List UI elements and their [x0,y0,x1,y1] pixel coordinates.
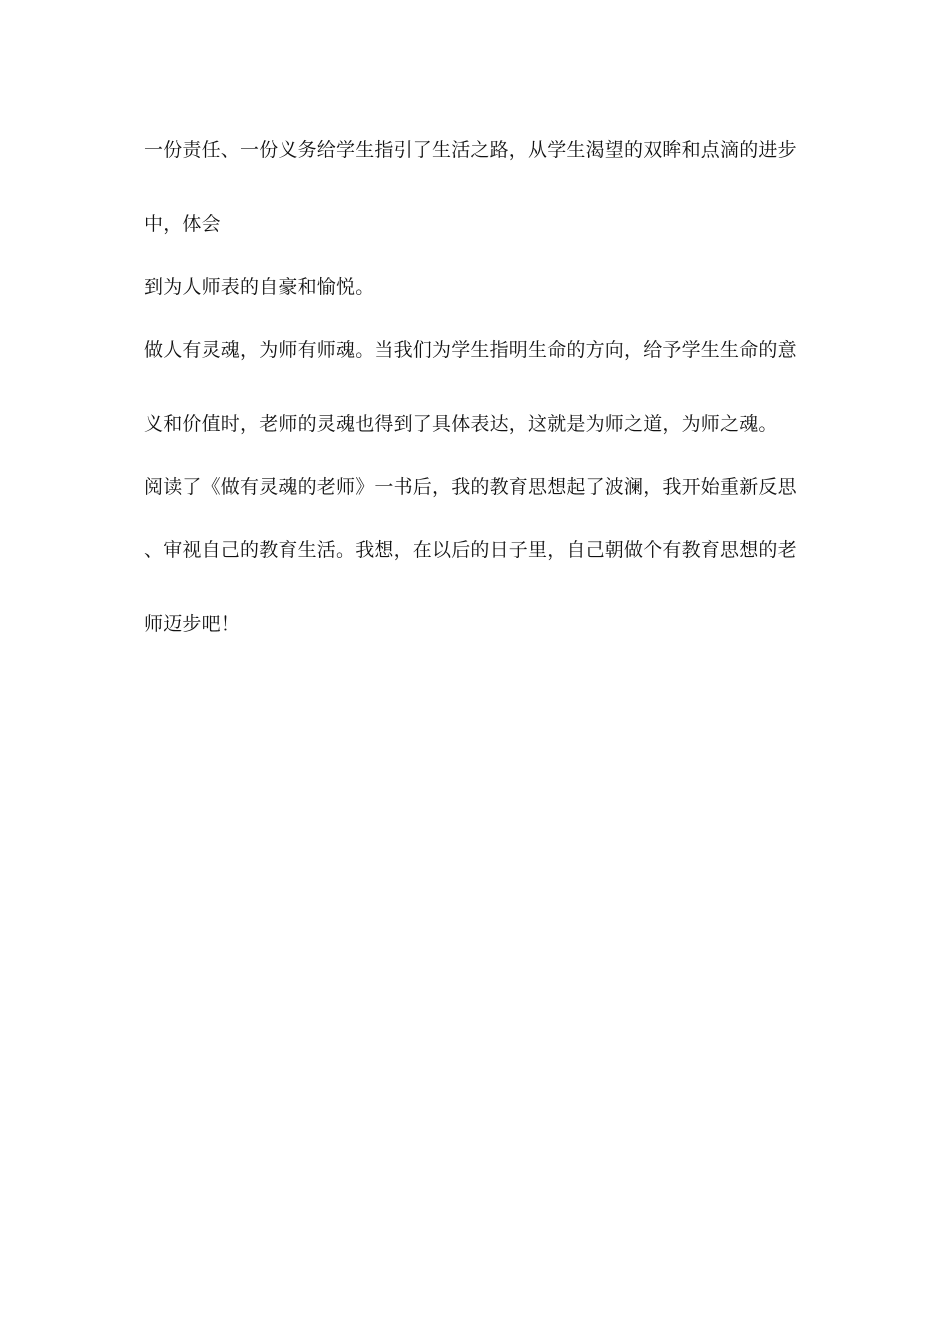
text-line: 义和价值时，老师的灵魂也得到了具体表达，这就是为师之道，为师之魂。 [144,413,778,435]
text-line: 一份责任、一份义务给学生指引了生活之路，从学生渴望的双眸和点滴的进步 [144,139,797,161]
text-line: 、审视自己的教育生活。我想，在以后的日子里，自己朝做个有教育思想的老 [144,539,797,561]
text-line: 师迈步吧！ [144,613,241,635]
text-line: 阅读了《做有灵魂的老师》一书后，我的教育思想起了波澜，我开始重新反思 [144,476,797,498]
text-line: 中，体会 [144,213,221,235]
text-line: 做人有灵魂，为师有师魂。当我们为学生指明生命的方向，给予学生生命的意 [144,339,797,361]
text-line: 到为人师表的自豪和愉悦。 [144,276,375,298]
